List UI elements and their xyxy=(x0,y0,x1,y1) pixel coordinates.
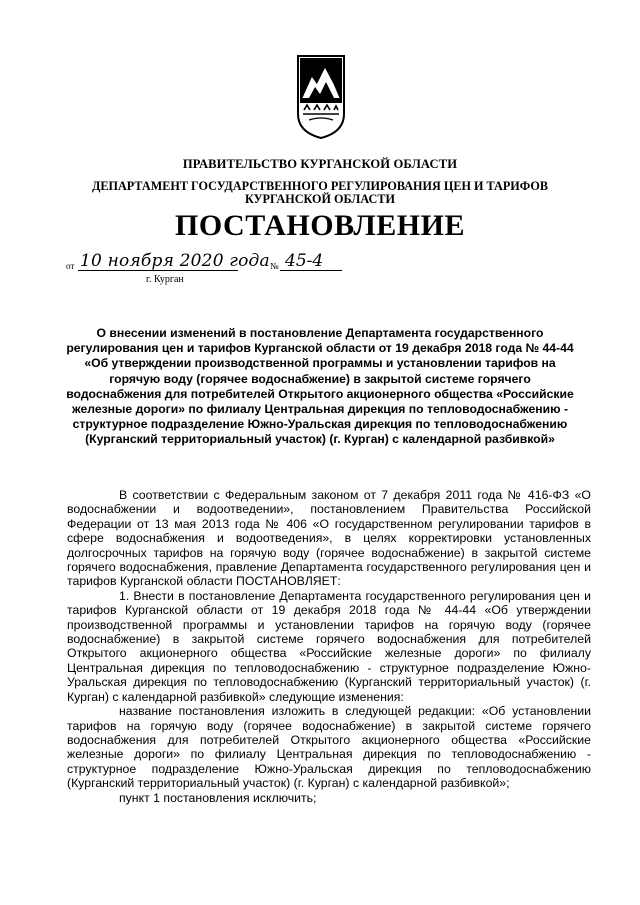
date-number-line xyxy=(66,251,366,278)
date-from-label: от xyxy=(66,261,75,271)
body-paragraph-item-1: 1. Внести в постановление Департамента государственного регулирования цен и тарифов Курганской области от 19 декабря 2018 года № 44-44 «Об утверждении производственной программы и установлении тарифов на горячую воду (горячее водоснабжение) в закрытой системе горячего водоснабжения для потребителей Открытого акционерного общества «Российские железные дороги» по филиалу Центральная дирекция по тепловодоснабжению - структурное подразделение Южно-Уральская дирекция по тепловодоснабжению (Курганский территориальный участок) (г. Курган) с календарной разбивкой» следующие изменения: xyxy=(67,588,591,704)
body-paragraph-exclude-item: пункт 1 постановления исключить; xyxy=(119,790,317,805)
handwritten-date: 10 ноября 2020 года xyxy=(80,251,270,271)
document-type-title: ПОСТАНОВЛЕНИЕ xyxy=(175,209,465,242)
body-paragraph-preamble: В соответствии с Федеральным законом от 7 декабря 2011 года № 416-ФЗ «О водоснабжении и водоотведении», постановлением Правительства Российской Федерации от 13 мая 2013 года № 406 «О государственном регулировании тарифов в сфере водоснабжения и водоотведения», в целях корректировки установленных долгосрочных тарифов на горячую воду (горячее водоснабжение) в закрытой системе горячего водоснабжения, правление Департамента государственного регулирования цен и тарифов Курганской области ПОСТАНОВЛЯЕТ: xyxy=(67,488,591,589)
number-underline xyxy=(280,270,342,271)
city-label: г. Курган xyxy=(146,274,184,285)
date-underline xyxy=(78,270,238,271)
coat-of-arms-emblem xyxy=(295,54,347,140)
handwritten-number: 45-4 xyxy=(285,251,324,271)
document-body xyxy=(67,488,591,805)
document-subject: О внесении изменений в постановление Департамента государственного регулирования цен и тарифов Курганской области от 19 декабря 2018 года № 44-44 «Об утверждении производственной программы и установлении тарифов на горячую воду (горячее водоснабжение) в закрытой системе горячего водоснабжения для потребителей Открытого акционерного общества «Российские железные дороги» по филиалу Центральная дирекция по тепловодоснабжению - структурное подразделение Южно-Уральская дирекция по тепловодоснабжению (Курганский территориальный участок) (г. Курган) с календарной разбивкой» xyxy=(66,326,574,447)
department-title: ДЕПАРТАМЕНТ ГОСУДАРСТВЕННОГО РЕГУЛИРОВАНИЯ ЦЕН И ТАРИФОВ КУРГАНСКОЙ ОБЛАСТИ xyxy=(92,179,548,206)
body-paragraph-title-change: название постановления изложить в следующей редакции: «Об установлении тарифов на горячую воду (горячее водоснабжение) в закрытой системе горячего водоснабжения для потребителей Открытого акционерного общества «Российские железные дороги» по филиалу Центральная дирекция по тепловодоснабжению - структурное подразделение Южно-Уральская дирекция по тепловодоснабжению (Курганский территориальный участок) (г. Курган) с календарной разбивкой»; xyxy=(67,704,591,791)
government-title: ПРАВИТЕЛЬСТВО КУРГАНСКОЙ ОБЛАСТИ xyxy=(182,157,458,171)
number-label: № xyxy=(270,261,279,271)
